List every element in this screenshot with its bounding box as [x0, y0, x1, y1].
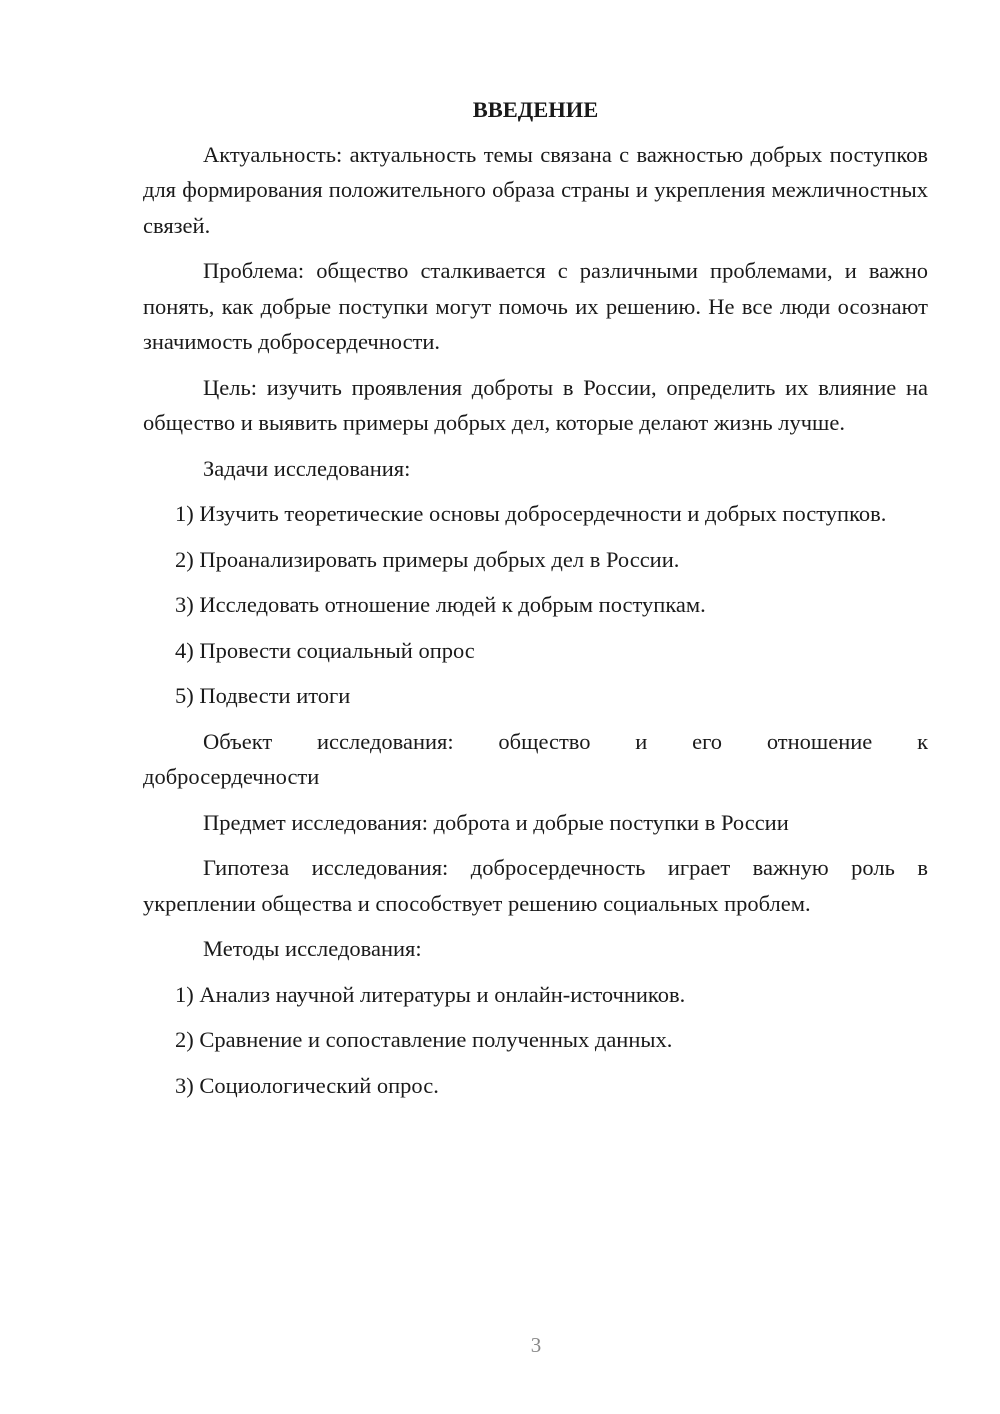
task-item-4: 4) Провести социальный опрос	[175, 637, 475, 663]
object-paragraph	[143, 724, 928, 795]
object-line-2: добросердечности	[143, 764, 320, 789]
problem-paragraph: Проблема: общество сталкивается с различными проблемами, и важно понять, как добрые поступки могут помочь их решению. Не все люди осознают значимость добросердечности.	[143, 258, 928, 354]
task-item-2: 2) Проанализировать примеры добрых дел в России.	[175, 546, 680, 572]
method-item-2: 2) Сравнение и сопоставление полученных данных.	[175, 1027, 673, 1052]
page-number: 3	[530, 1333, 542, 1357]
relevance-paragraph: Актуальность: актуальность темы связана с важностью добрых поступков для формирования положительного образа страны и укрепления межличностных связей.	[143, 141, 928, 238]
methods-heading: Методы исследования:	[203, 936, 422, 961]
task-item-1: 1) Изучить теоретические основы добросердечности и добрых поступков.	[175, 501, 887, 526]
hypothesis-paragraph: Гипотеза исследования: добросердечность играет важную роль в укреплении общества и способствует решению социальных проблем.	[143, 855, 928, 916]
task-item-3: 3) Исследовать отношение людей к добрым поступкам.	[175, 592, 706, 617]
tasks-heading: Задачи исследования:	[203, 455, 411, 481]
method-item-3: 3) Социологический опрос.	[175, 1072, 439, 1098]
task-item-5: 5) Подвести итоги	[175, 683, 351, 708]
goal-paragraph: Цель: изучить проявления доброты в России, определить их влияние на общество и выявить примеры добрых дел, которые делают жизнь лучше.	[143, 374, 928, 435]
object-line-1: Объект исследования: общество и его отношение к	[203, 728, 928, 754]
section-title: ВВЕДЕНИЕ	[472, 97, 599, 122]
document-body	[143, 92, 928, 1113]
method-item-1: 1) Анализ научной литературы и онлайн-источников.	[175, 981, 686, 1007]
subject-paragraph: Предмет исследования: доброта и добрые поступки в России	[203, 809, 789, 835]
